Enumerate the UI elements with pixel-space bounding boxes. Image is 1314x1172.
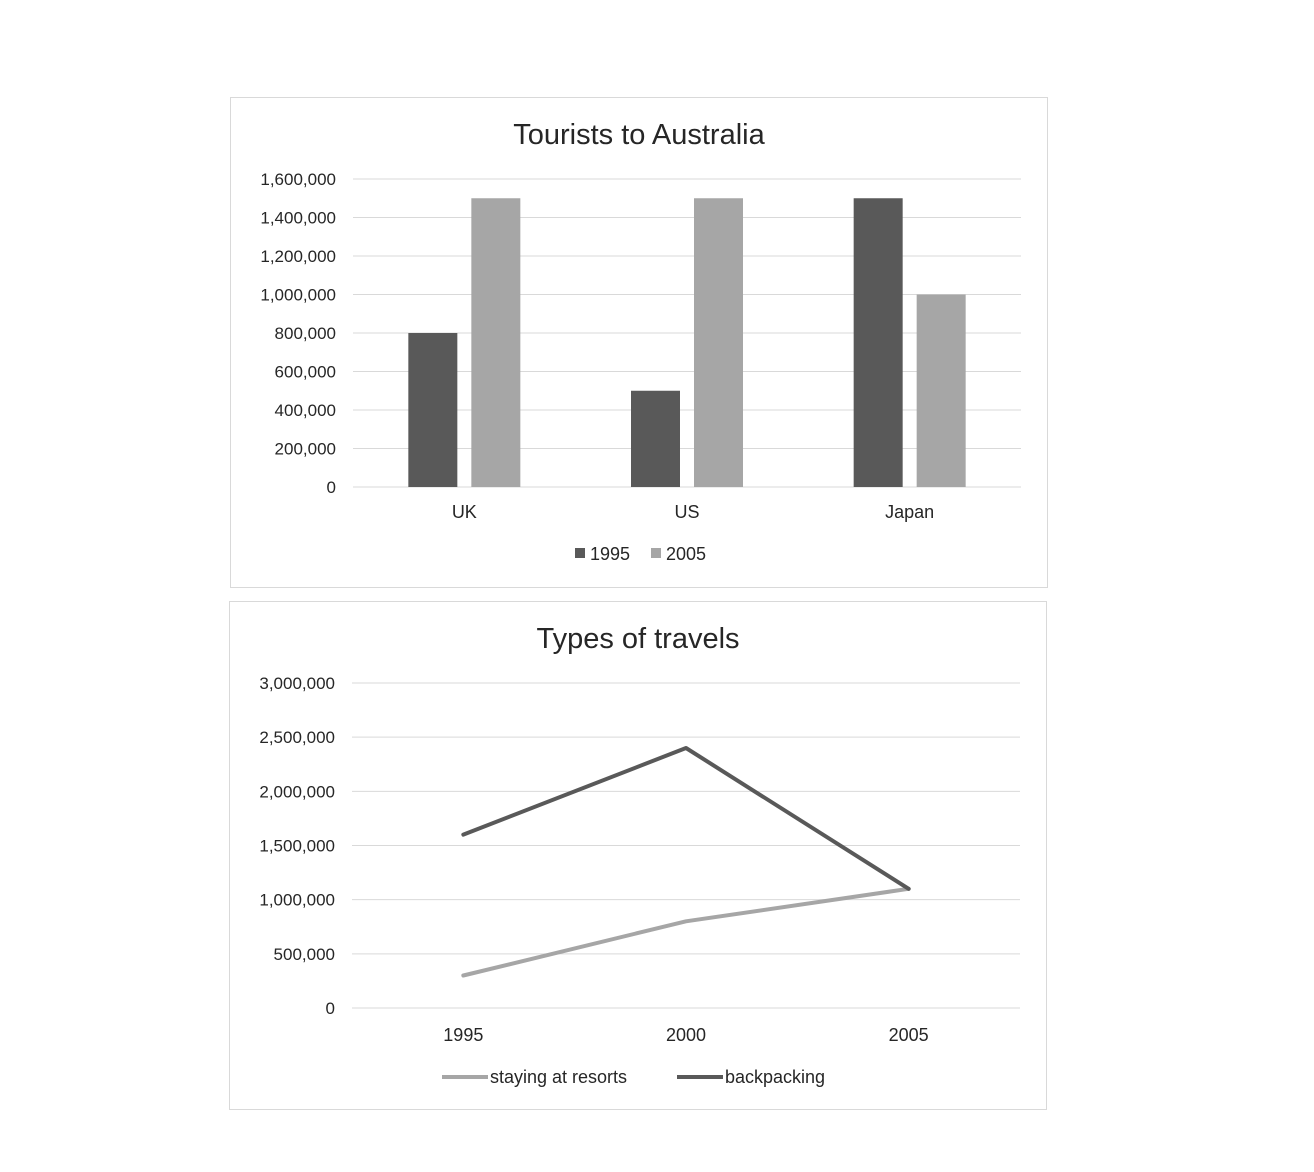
chart-title: Tourists to Australia [513, 119, 765, 151]
x-tick-label: 1995 [443, 1025, 484, 1045]
legend-label: 1995 [590, 544, 631, 564]
legend-swatch-1995 [575, 548, 585, 558]
x-category-label: US [674, 502, 700, 522]
bar-uk-2005 [471, 198, 520, 487]
y-tick-label: 0 [325, 999, 335, 1018]
y-tick-label: 1,000,000 [260, 285, 336, 305]
y-tick-label: 1,500,000 [259, 836, 335, 856]
y-tick-label: 600,000 [274, 362, 336, 382]
legend-label: staying at resorts [490, 1067, 628, 1087]
bar-chart-panel [230, 97, 1048, 588]
bar-japan-2005 [917, 295, 966, 488]
x-tick-label: 2005 [888, 1025, 929, 1045]
y-tick-label: 200,000 [274, 439, 336, 459]
y-tick-label: 800,000 [274, 324, 336, 343]
legend-label: backpacking [725, 1067, 826, 1087]
x-category-label: Japan [885, 502, 935, 522]
y-tick-label: 1,000,000 [259, 890, 335, 910]
bar-uk-1995 [408, 333, 457, 487]
legend-label: 2005 [666, 544, 707, 564]
y-tick-label: 1,400,000 [260, 208, 336, 228]
y-tick-label: 2,000,000 [259, 782, 335, 802]
series-line-backpacking [463, 748, 908, 889]
x-tick-label: 2000 [665, 1025, 707, 1045]
y-tick-label: 2,500,000 [259, 728, 335, 748]
legend-swatch-2005 [651, 548, 661, 558]
y-tick-label: 1,200,000 [260, 247, 336, 266]
y-tick-label: 0 [326, 478, 336, 497]
line-chart-panel [229, 601, 1047, 1110]
line-chart [230, 602, 1046, 1109]
bar-japan-1995 [854, 198, 903, 487]
y-tick-label: 400,000 [274, 401, 336, 420]
series-line-staying-at-resorts [463, 889, 908, 976]
y-tick-label: 1,600,000 [260, 170, 336, 189]
chart-title: Types of travels [536, 623, 740, 655]
y-tick-label: 500,000 [273, 944, 335, 964]
y-tick-label: 3,000,000 [259, 674, 335, 693]
bar-us-1995 [631, 391, 680, 487]
bar-us-2005 [694, 198, 743, 487]
bar-chart [231, 98, 1047, 587]
x-category-label: UK [451, 502, 477, 522]
